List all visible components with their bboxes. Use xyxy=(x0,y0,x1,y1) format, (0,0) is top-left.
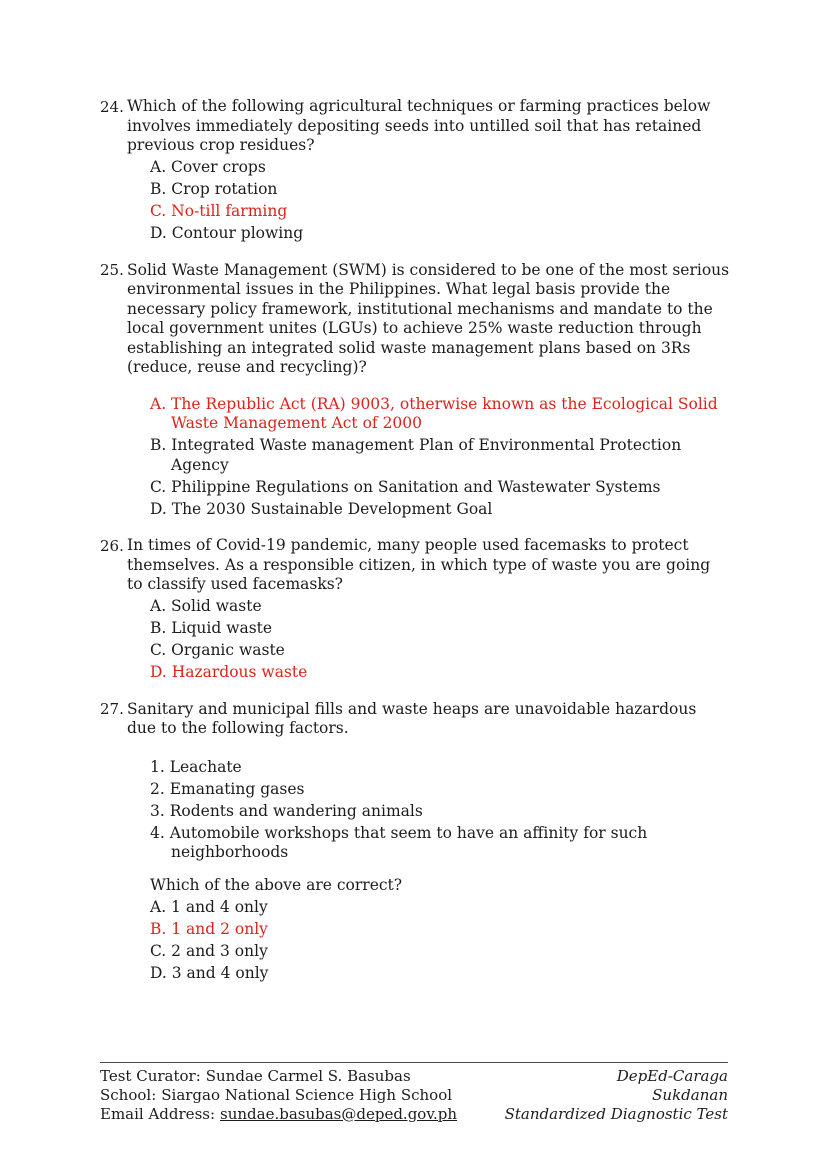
option-a: A. Solid waste xyxy=(150,597,262,615)
option-c: C. Organic waste xyxy=(150,641,285,659)
question-25-head xyxy=(100,261,730,378)
footer-curator-info xyxy=(100,1067,457,1123)
option-d: D. The 2030 Sustainable Development Goal xyxy=(150,499,493,518)
email-link[interactable]: sundae.basubas@deped.gov.ph xyxy=(220,1104,458,1123)
question-27-prompt: Which of the above are correct? xyxy=(150,875,403,894)
question-text: Solid Waste Management (SWM) is considered to be one of the most serious environmental issues in the Philippines. What legal basis provide the necessary policy framework, institutional mechanisms and mandate to the local government unites (LGUs) to achieve 25% waste reduction through establishing an integrated solid waste management plans based on 3Rs (reduce, reuse and recycling)? xyxy=(127,260,730,376)
question-number: 24. xyxy=(100,97,124,116)
footer-email xyxy=(100,1105,457,1124)
question-24-head xyxy=(100,97,730,156)
question-text: Sanitary and municipal fills and waste heaps are unavoidable hazardous due to the following factors. xyxy=(127,699,697,737)
option-a-highlighted: A. The Republic Act (RA) 9003, otherwise known as the Ecological Solid Waste Management Act of 2000 xyxy=(150,394,718,432)
test-curator-label: Test Curator: xyxy=(100,1067,201,1085)
factor-3: 3. Rodents and wandering animals xyxy=(150,801,423,820)
question-27-options xyxy=(150,898,730,984)
option-b: B. Integrated Waste management Plan of Environmental Protection Agency xyxy=(150,436,682,474)
option-b-highlighted: B. 1 and 2 only xyxy=(150,919,268,938)
question-27-head xyxy=(100,700,730,739)
footer-school xyxy=(100,1086,457,1105)
footer-org-info xyxy=(505,1067,728,1123)
footer-test-name: Standardized Diagnostic Test xyxy=(504,1104,728,1123)
question-24 xyxy=(100,97,730,244)
test-content xyxy=(100,97,730,1000)
option-a: A. Cover crops xyxy=(150,158,266,176)
footer-sukdanan: Sukdanan xyxy=(652,1085,728,1104)
email-label: Email Address: xyxy=(100,1104,216,1123)
school-label: School: xyxy=(100,1085,157,1104)
question-26-options xyxy=(150,597,730,683)
option-c: C. Philippine Regulations on Sanitation and Wastewater Systems xyxy=(150,477,661,496)
test-curator-value: Sundae Carmel S. Basubas xyxy=(205,1067,411,1085)
option-a: A. 1 and 4 only xyxy=(150,897,268,916)
option-d: D. Contour plowing xyxy=(150,224,304,242)
option-c-highlighted: C. No-till farming xyxy=(150,202,288,220)
question-26-head xyxy=(100,536,730,595)
option-b: B. Crop rotation xyxy=(150,180,278,198)
option-b: B. Liquid waste xyxy=(150,619,273,637)
question-25-options xyxy=(150,395,730,520)
question-27 xyxy=(100,700,730,984)
question-26 xyxy=(100,536,730,683)
question-text: In times of Covid-19 pandemic, many people used facemasks to protect themselves. As a responsible citizen, in which type of waste you are going to classify used facemasks? xyxy=(127,536,711,593)
question-25 xyxy=(100,261,730,520)
question-number: 26. xyxy=(100,536,124,555)
question-27-factors-list xyxy=(150,758,730,863)
school-value: Siargao National Science High School xyxy=(161,1085,453,1104)
question-24-options xyxy=(150,158,730,244)
factor-2: 2. Emanating gases xyxy=(150,779,305,798)
option-c: C. 2 and 3 only xyxy=(150,941,268,960)
footer-test-curator xyxy=(100,1067,457,1086)
question-number: 27. xyxy=(100,700,124,718)
question-text: Which of the following agricultural techniques or farming practices below involves immediately depositing seeds into untilled soil that has retained previous crop residues? xyxy=(127,97,711,154)
footer-deped-caraga: DepEd-Caraga xyxy=(616,1067,728,1085)
option-d: D. 3 and 4 only xyxy=(150,963,269,982)
question-number: 25. xyxy=(100,261,124,279)
option-d-highlighted: D. Hazardous waste xyxy=(150,663,308,681)
factor-4: 4. Automobile workshops that seem to have an affinity for such neighborhoods xyxy=(150,823,648,861)
factor-1: 1. Leachate xyxy=(150,757,242,776)
page-footer xyxy=(100,1062,728,1123)
